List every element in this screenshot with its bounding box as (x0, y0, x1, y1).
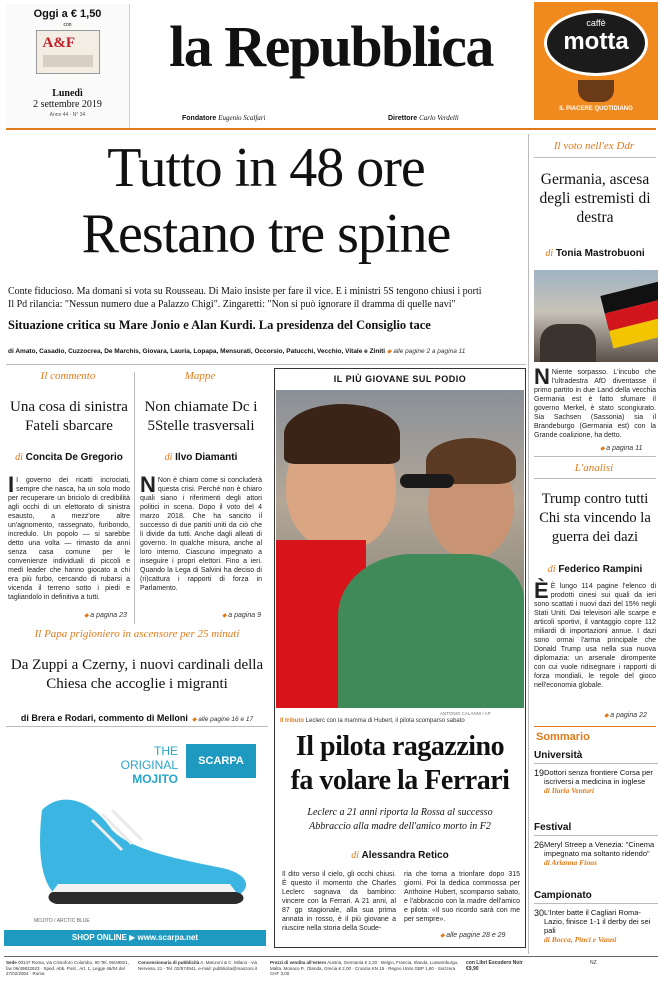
commento-page[interactable]: ◆ a pagina 23 (84, 612, 127, 619)
photo-story-kicker: IL PIÙ GIOVANE SUL PODIO (333, 374, 467, 384)
sommario-item-author: di Bocca, Pinci e Vanni (544, 935, 617, 944)
lead-headline-1: Tutto in 48 ore (107, 137, 425, 199)
commento-mappe-divider (134, 372, 135, 624)
photo-page[interactable]: ◆ alle pagine 28 e 29 (440, 932, 505, 939)
mappe-text-body: Non è chiaro come si concluderà questa crisi. Perché non è chiaro quali siano i riferimenti degli attori politici in scena. Dopo il voto del 4 marzo 2018. Che ha sancito il successo di due partiti uniti da ciò che li divide da tutti. Anche dagli alleati di governo. In qualche misura, anche al loro interno. Ciascuno impegnato a inseguire i propri elettori. Fino a ieri. Quando la Lega di Salvini ha deciso di (ri)cattura i rapporti di forza in Parlamento. (140, 477, 262, 592)
dazi-author: Federico Rampini (558, 564, 643, 575)
footer-col-1 (6, 960, 130, 977)
lead-headline-2: Restano tre spine (81, 203, 451, 265)
lead-subhead: Situazione critica su Mare Jonio e Alan Kurdi. La presidenza del Consiglio tace (8, 318, 431, 332)
germany-byline-prefix: di (545, 248, 554, 259)
lead-deck-1: Conte fiducioso. Ma domani si vota su Rousseau. Di Maio insiste per fare il vice. E i ministri 5S tengono chiusi i porti (8, 286, 482, 297)
footer-col-2-text: A. Manzoni & C. Milano - via Nervesa, 21 - Tel. 02/574941, e-mail: pubblicita@manzoni.it (138, 960, 258, 971)
photo-caption (280, 718, 522, 726)
commento-author: Concita De Gregorio (25, 452, 123, 463)
mappe-byline-prefix: di (164, 452, 173, 463)
shoe-icon (22, 780, 262, 910)
supplement-logo: A&F (42, 35, 75, 51)
photo-deck-1: Leclerc a 21 anni riporta la Rossa al successo (307, 807, 493, 818)
mappe-headline: Non chiamate Dc i 5Stelle trasversali (144, 399, 258, 434)
papa-headline: Da Zuppi a Czerny, i nuovi cardinali della Chiesa che accoglie i migranti (10, 657, 264, 692)
germany-author: Tonia Mastrobuoni (555, 248, 645, 259)
lead-authors-page: ◆ alle pagine 2 a pagina 11 (387, 348, 465, 355)
director-label: Direttore (388, 115, 418, 122)
sommario-item[interactable] (534, 890, 658, 944)
mappe-page[interactable]: ◆ a pagina 9 (222, 612, 261, 619)
right-column-divider (528, 134, 529, 954)
commento-text: I I governo dei ricatti incrociati, sempre che nasca, ha un solo modo per recuperare un briciolo di credibilità agli occhi di un elettorato di sinistra esausto, a mezz'ore altre un'agnomento, rassegnato, furibondo, incredulo. Un popolo — si sarebbe detto una volta — rimasto da anni senza casa comune per le convenienze individuali di piccoli e medi leader che hanno giocato a chi era più furbo, cercando di rubarsi a vicenda il terreno sotto i piedi e tagliandolo in definitiva a tutti. (8, 472, 130, 601)
sommario-page-number: 30 (534, 908, 545, 918)
sommario-section-name: Campionato (534, 890, 658, 904)
photo-byline (276, 850, 524, 861)
germany-page[interactable]: ◆ a pagina 11 (600, 445, 642, 452)
papa-footer (6, 708, 268, 726)
photo-author: Alessandra Retico (361, 850, 449, 861)
scarpa-line-1: THE (154, 744, 178, 758)
papa-page[interactable]: ◆ alle pagine 16 e 17 (192, 716, 253, 723)
scarpa-logo: SCARPA (186, 744, 256, 778)
footer-rule (4, 956, 658, 957)
founder-label: Fondatore (182, 115, 217, 122)
motta-tagline: IL PIACERE QUOTIDIANO (559, 106, 633, 112)
photo-text-left: Il dito verso il cielo, gli occhi chiusi. È questo il momento che Charles Leclerc sognava da bambino: vincere con la Ferrari. A 21 anni, al 87 gp stagionale, alla sua prima annata in rosso, è il più giovane a riuscire nella storia della Scude- (282, 871, 396, 932)
dazi-kicker-rule (534, 478, 656, 479)
masthead-rule (6, 128, 656, 130)
commento-byline (4, 452, 134, 463)
photo-credit: ANTONIO CALANNI / AP (440, 711, 491, 716)
motta-brand-top: caffè (586, 18, 606, 28)
papa-byline: di Brera e Rodari, commento di Melloni (20, 713, 188, 723)
lead-deck-2: Il Pd rilancia: "Nessun numero due a Palazzo Chigi". Zingaretti: "Non si può ignorare il dramma di quelle navi" (8, 299, 456, 310)
sommario-rule (534, 726, 656, 727)
dazi-headline: Trump contro tutti Chi sta vincendo la guerra dei dazi (539, 491, 651, 545)
footer-col-3 (270, 960, 460, 977)
papa-kicker: Il Papa prigioniero in ascensore per 25 minuti (34, 628, 240, 640)
footer-col-4: con Libri Escudero Noir €9,90 (466, 960, 523, 973)
issue-date: 2 settembre 2019 (33, 99, 102, 110)
footer-col-2 (138, 960, 262, 971)
commento-kicker: Il commento (40, 370, 96, 382)
germany-headline: Germania, ascesa degli estremisti di destra (539, 171, 651, 226)
commento-text-body: I governo dei ricatti incrociati, sempre che nasca, ha un solo modo per recuperare un briciolo di credibilità agli occhi di un elettorato di sinistra esausto, a mezz'ore altre un'agnomento, rassegnato, furibondo, incredulo. Un popolo — si sarebbe detto una volta — rimasto da anni senza casa comune per le convenienze individuali di piccoli e medi leader che hanno giocato a chi era più furbo, cercando di rubarsi a vicenda il terreno sotto i piedi e tagliandolo in definitiva a tutti. (8, 477, 130, 601)
dazi-text: È È lungo 114 pagine l'elenco di prodotti cinesi sui quali da ieri sono scattati i nuovi dazi del 15% negli Stati Uniti. Dai televisori alle scarpe e articoli sportivi, il vantaggio copre 112 miliardi di importazioni annue. I dazi sono ormai l'arma principale che Donald Trump usa nella sua nuova diplomazia: un arsenale dirompente con cui vuole ridisegnare i rapporti di forza mondiali, le regole del gioco nell'economia globale. (534, 578, 656, 689)
scarpa-ad[interactable] (4, 732, 266, 950)
sommario-item-author: di Ilaria Venturi (544, 786, 595, 795)
mappe-author: Ilvo Diamanti (175, 452, 238, 463)
scarpa-caption: MOJITO / ARCTIC BLUE (34, 918, 90, 924)
photo-caption-text: Leclerc con la mamma di Hubert, il pilota scomparso sabato (305, 718, 465, 724)
price-label: Oggi a € 1,50 (33, 8, 102, 20)
sommario-page-number: 19 (534, 768, 545, 778)
photo-caption-label: Il tributo (280, 718, 304, 724)
footer-col-3-label: Prezzi di vendita all'estero (270, 960, 327, 965)
lead-authors-list: di Amato, Casadio, Cuzzocrea, De Marchis, Giovara, Lauria, Lopapa, Mensurati, Occorsio, Patucchi, Vecchio, Vitale e Ziniti (8, 348, 386, 355)
motta-ad[interactable] (534, 2, 658, 120)
scarpa-cta[interactable]: SHOP ONLINE ▶ www.scarpa.net (4, 930, 266, 946)
germany-text: N Niente sorpasso. L'incubo che l'ultradestra AfD diventasse il primo partito in due Land della vecchia Germania est è fatto sfumare il governo Merkel, è stato scongiurato. Sia Sachsen (Sassonia) sia il Brandeburgo (Germania est) con la Grande coalizione, ha detto. (534, 364, 656, 439)
footer-col-1-text: 00147 Roma, via Cristoforo Colombo, 90 Tel. 06/49821, fax 06/49822923 · Sped. Abb. Post., Art. 1, Legge 46/04 del 27/02/2004 · Roma (6, 960, 130, 977)
photo-headline-1: Il pilota ragazzino (295, 731, 505, 762)
germany-photo (534, 270, 658, 362)
germany-kicker: Il voto nell'ex Ddr (553, 140, 635, 152)
director-line (388, 114, 459, 122)
masthead-title: la Repubblica (169, 14, 493, 79)
scarpa-line-3: MOJITO (132, 772, 178, 786)
dazi-page[interactable]: ◆ a pagina 22 (604, 712, 647, 719)
flag-icon (600, 282, 658, 349)
footer-col-3-text: Austria, Germania € 2,20 · Belgio, Francia, Irlanda, Lussemburgo, Malta, Monaco P., Olanda, Grecia € 2,00 · Croazia KN 15 · Regno Unito GBP 1,80 · Svizzera CHF 3,00 (270, 960, 459, 977)
photo-deck-2: Abbraccio alla madre dell'amico morto in F2 (309, 821, 491, 832)
scarpa-line-2: ORIGINAL (120, 758, 178, 772)
sommario-item[interactable] (534, 822, 658, 867)
sommario-item-author: di Arianna Finos (544, 858, 598, 867)
issue-day: Lunedì (52, 88, 83, 99)
photo-byline-prefix: di (351, 850, 360, 861)
founder-name: Eugenio Scalfari (218, 114, 266, 122)
price-note: con (63, 22, 72, 28)
dazi-byline-prefix: di (547, 564, 556, 575)
lead-divider (6, 364, 526, 365)
sommario-item-text: Dottori senza frontiere Corsa per iscriversi a medicina in inglese (544, 768, 653, 786)
sommario-section-name: Università (534, 750, 658, 764)
sommario-item[interactable] (534, 750, 658, 795)
director-name: Carlo Verdelli (419, 114, 459, 122)
germany-divider (534, 456, 656, 457)
issue-number: Anno 44 · N° 34 (49, 112, 86, 118)
dazi-kicker: L'analisi (574, 462, 614, 474)
footer-col-2-label: Concessionaria di pubblicità (138, 960, 200, 965)
papa-divider (6, 726, 268, 727)
mappe-text: N Non è chiaro come si concluderà questa crisi. Perché non è chiaro quali siano i riferimenti degli attori politici in scena. Dopo il voto del 4 marzo 2018. Che ha sancito il successo di due partiti uniti da ciò che li divide da tutti. Anche dagli alleati di governo. In qualche misura, anche al loro interno. Ciascuno impegnato a inseguire i propri elettori. Fino a ieri. Quando la Lega di Salvini ha deciso di (ri)cattura i rapporti di forza in Parlamento. (140, 472, 262, 592)
photo-story-image (276, 390, 524, 708)
commento-byline-prefix: di (15, 452, 23, 463)
germany-text-body: Niente sorpasso. L'incubo che l'ultradestra AfD diventasse il primo partito in due Land della vecchia Germania est è fatto sfumare il governo Merkel, è stato scongiurato. Sia Sachsen (Sassonia) sia il Brandeburgo (Germania est) con la Grande coalizione, ha detto. (534, 369, 656, 439)
sommario-title: Sommario (536, 731, 590, 743)
sommario-page-number: 26 (534, 840, 545, 850)
photo-text-right: ria che torna a trionfare dopo 315 giorni. Poi la dedica commossa per Anthoine Hubert, scomparso sabato, e l'abbraccio con la madre dell'amico e pilota: «Il suo ricordo sarà con me per sempre». (404, 871, 520, 923)
cup-icon (578, 80, 614, 102)
supplement-cover (36, 30, 100, 74)
dazi-byline (532, 564, 658, 575)
sommario-item-text: Meryl Streep a Venezia: "Cinema impegnato ma soltanto ridendo" (544, 840, 655, 858)
commento-headline: Una cosa di sinistra Fateli sbarcare (10, 399, 128, 434)
germany-byline (532, 248, 658, 259)
motta-brand: motta (563, 28, 629, 55)
footer-col-5: NZ (590, 960, 597, 966)
sommario-item-text: L'Inter batte il Cagliari Roma-Lazio, finisce 1-1 il derby dei sei pali (544, 908, 651, 935)
sommario-section-name: Festival (534, 822, 658, 836)
lead-authors (8, 348, 524, 355)
price-box (6, 4, 130, 128)
mappe-byline (136, 452, 266, 463)
founder-line (182, 114, 265, 122)
germany-kicker-rule (534, 157, 656, 158)
photo-headline-2: fa volare la Ferrari (290, 765, 510, 796)
mappe-kicker: Mappe (184, 370, 216, 382)
footer-col-1-label: Sede (6, 960, 17, 965)
dazi-text-body: È lungo 114 pagine l'elenco di prodotti cinesi sui quali da ieri sono scattati i nuovi dazi del 15% negli Stati Uniti. Dai televisori alle scarpe e articoli sportivi, il vantaggio copre 112 miliardi di importazioni annue. I dazi sono ormai l'arma principale che Donald Trump usa nella sua nuova diplomazia: un arsenale dirompente con cui vuole ridisegnare i rapporti di forza mondiali, le regole del gioco nell'economia globale. (534, 583, 656, 689)
